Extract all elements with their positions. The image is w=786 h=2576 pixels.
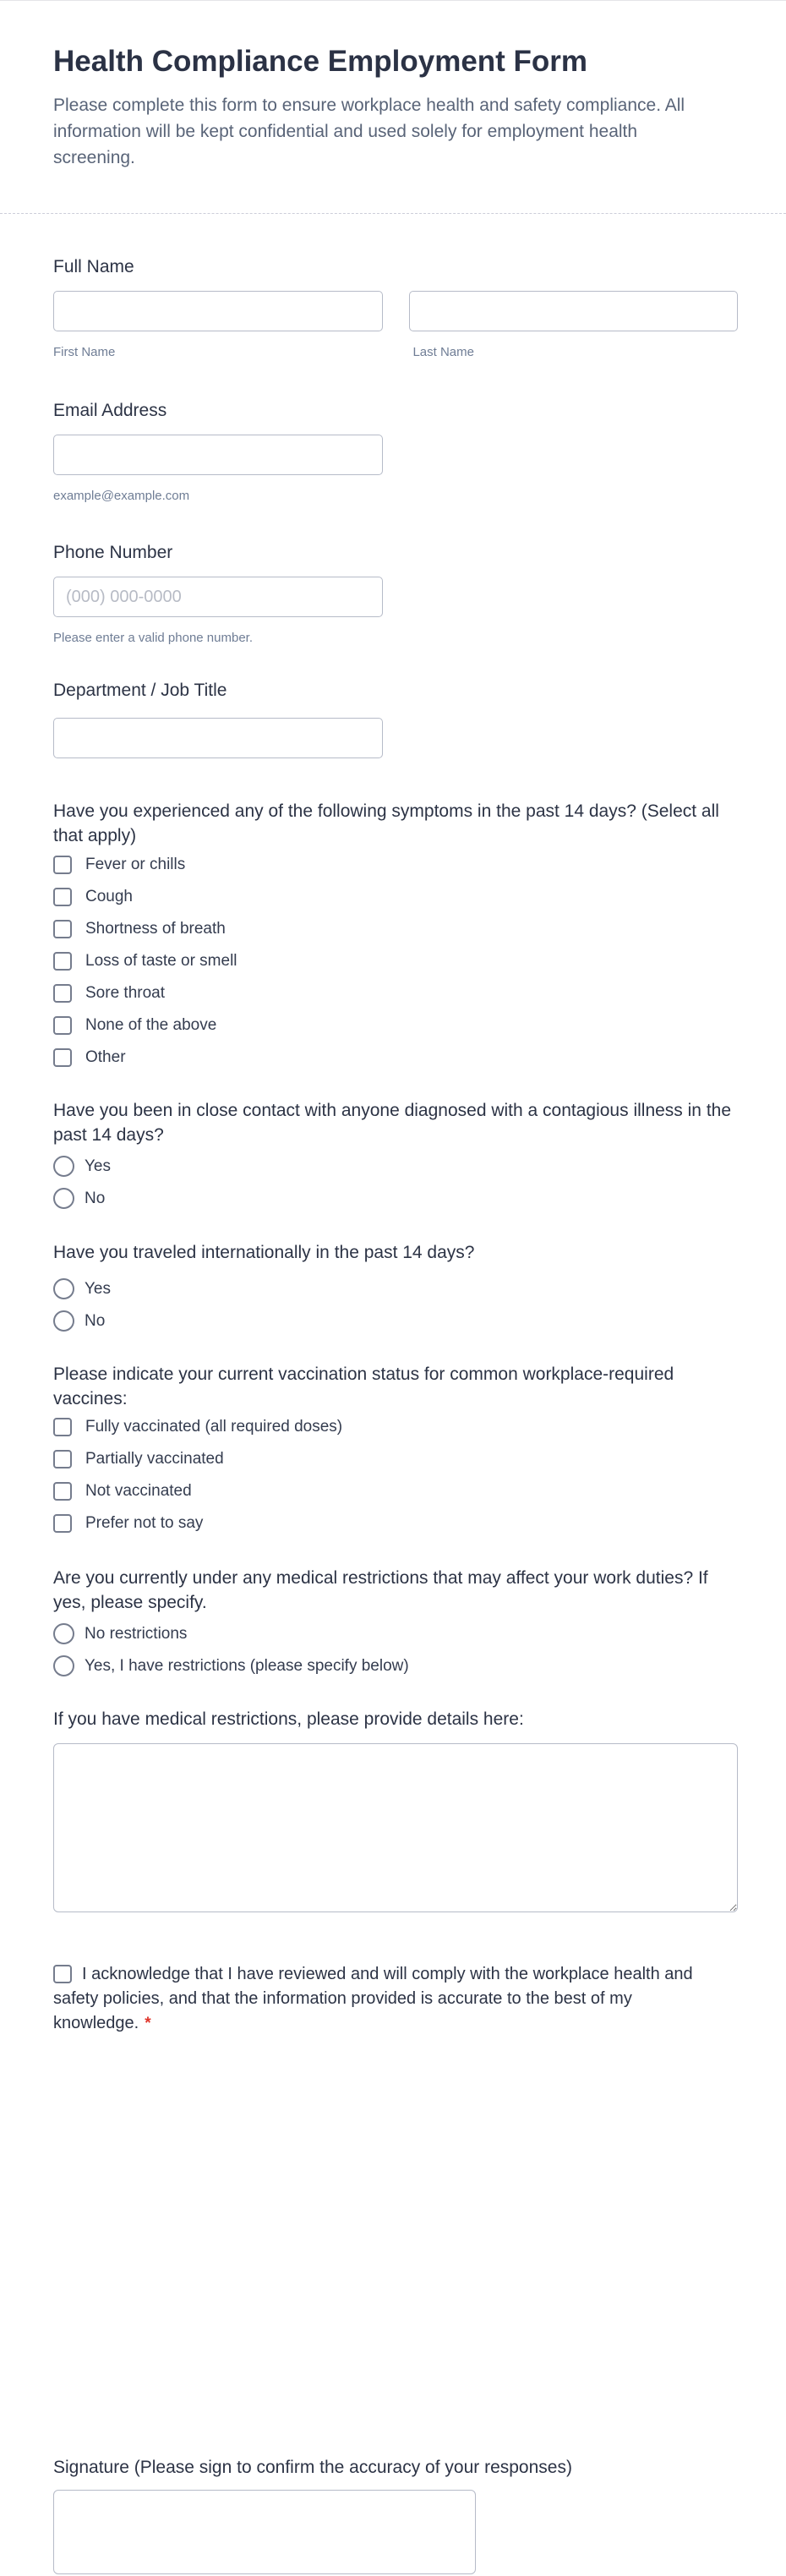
restrictions-yes[interactable]: Yes, I have restrictions (please specify below) [53,1655,738,1676]
symptoms-question: Have you experienced any of the following symptoms in the past 14 days? (Select all that apply) [53,801,719,845]
last-name-sublabel: Last Name [412,345,474,359]
full-name-field [53,291,738,331]
symptom-option-fever[interactable]: Fever or chills [53,856,738,874]
vaccination-fully[interactable]: Fully vaccinated (all required doses) [53,1418,738,1436]
symptom-option-breath[interactable]: Shortness of breath [53,920,738,938]
close-contact-question: Have you been in close contact with anyone diagnosed with a contagious illness in the past 14 days? [53,1101,732,1145]
full-name-sublabels [53,344,738,361]
symptom-option-cough[interactable]: Cough [53,888,738,906]
checkbox-icon[interactable] [53,1016,72,1035]
full-name-label: Full Name [53,257,134,276]
restrictions-options [53,1623,738,1676]
symptom-option-other[interactable]: Other [53,1048,738,1067]
required-asterisk: * [145,2015,151,2032]
signature-label: Signature (Please sign to confirm the accuracy of your responses) [53,2458,572,2477]
signature-pad[interactable] [53,2490,476,2574]
department-input[interactable] [53,718,383,758]
checkbox-icon[interactable] [53,952,72,971]
checkbox-icon[interactable] [53,1450,72,1468]
form-page [0,43,786,2574]
phone-input[interactable] [53,577,383,617]
form-title: Health Compliance Employment Form [53,45,588,78]
header-divider [0,213,786,214]
email-sublabel: example@example.com [53,489,190,503]
checkbox-icon[interactable] [53,1048,72,1067]
symptom-option-taste-smell[interactable]: Loss of taste or smell [53,952,738,971]
close-contact-options [53,1156,738,1209]
radio-icon[interactable] [53,1655,74,1676]
symptom-option-none[interactable]: None of the above [53,1016,738,1035]
checkbox-icon[interactable] [53,1418,72,1436]
acknowledgment-text: I acknowledge that I have reviewed and will comply with the workplace health and safety policies, and that the information provided is accurate to the best of my knowledge. [53,1965,693,2032]
form-description: Please complete this form to ensure workplace health and safety compliance. All information will be kept confidential and used solely for employment health screening. [53,96,685,167]
vaccination-prefer-not[interactable]: Prefer not to say [53,1514,738,1533]
radio-icon[interactable] [53,1156,74,1177]
checkbox-icon[interactable] [53,984,72,1003]
symptoms-options [53,856,738,1067]
details-textarea[interactable] [53,1743,738,1912]
travel-options [53,1278,738,1332]
radio-icon[interactable] [53,1188,74,1209]
phone-label: Phone Number [53,543,173,562]
email-label: Email Address [53,401,167,420]
checkbox-icon[interactable] [53,1514,72,1533]
acknowledgment-field[interactable] [53,1962,708,2036]
close-contact-yes[interactable]: Yes [53,1156,738,1177]
first-name-input[interactable] [53,291,383,331]
checkbox-icon[interactable] [53,1965,72,1983]
checkbox-icon[interactable] [53,920,72,938]
vaccination-not[interactable]: Not vaccinated [53,1482,738,1501]
travel-question: Have you traveled internationally in the past 14 days? [53,1243,475,1262]
vaccination-options [53,1418,738,1533]
vaccination-question: Please indicate your current vaccination status for common workplace-required vaccines: [53,1365,674,1408]
vaccination-partially[interactable]: Partially vaccinated [53,1450,738,1468]
radio-icon[interactable] [53,1310,74,1332]
restrictions-question: Are you currently under any medical restrictions that may affect your work duties? If yes, please specify. [53,1568,708,1612]
last-name-input[interactable] [409,291,738,331]
first-name-sublabel: First Name [53,345,116,359]
email-input[interactable] [53,435,383,475]
checkbox-icon[interactable] [53,1482,72,1501]
radio-icon[interactable] [53,1623,74,1644]
radio-icon[interactable] [53,1278,74,1299]
restrictions-none[interactable]: No restrictions [53,1623,738,1644]
checkbox-icon[interactable] [53,888,72,906]
travel-yes[interactable]: Yes [53,1278,738,1299]
travel-no[interactable]: No [53,1310,738,1332]
phone-sublabel: Please enter a valid phone number. [53,631,253,645]
checkbox-icon[interactable] [53,856,72,874]
details-label: If you have medical restrictions, please provide details here: [53,1709,524,1729]
symptom-option-sore-throat[interactable]: Sore throat [53,984,738,1003]
close-contact-no[interactable]: No [53,1188,738,1209]
department-label: Department / Job Title [53,681,227,700]
